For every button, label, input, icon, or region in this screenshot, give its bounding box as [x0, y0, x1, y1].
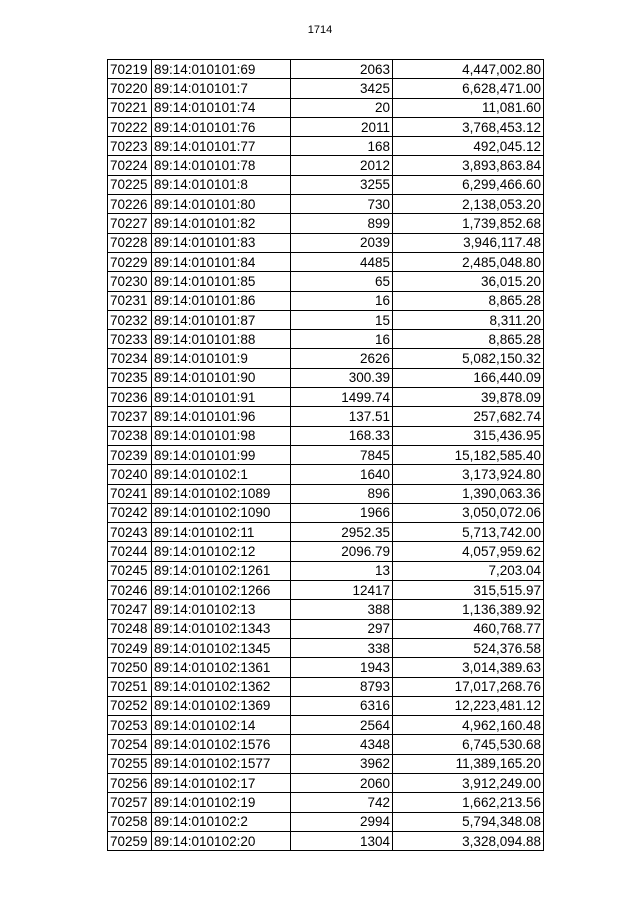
- area-cell: 2564: [291, 716, 393, 735]
- row-number-cell: 70223: [108, 137, 152, 156]
- cadastral-value-cell: 1,390,063.36: [393, 484, 544, 503]
- area-cell: 297: [291, 619, 393, 638]
- area-cell: 1966: [291, 503, 393, 522]
- row-number-cell: 70228: [108, 233, 152, 252]
- table-row: [108, 793, 544, 812]
- cadastral-number-cell: 89:14:010101:80: [152, 195, 291, 214]
- cadastral-value-cell: 3,912,249.00: [393, 773, 544, 792]
- table-row: [108, 716, 544, 735]
- table-row: [108, 812, 544, 831]
- data-table: [107, 59, 544, 851]
- cadastral-number-cell: 89:14:010101:96: [152, 407, 291, 426]
- table-row: [108, 98, 544, 117]
- row-number-cell: 70235: [108, 368, 152, 387]
- cadastral-value-cell: 15,182,585.40: [393, 445, 544, 464]
- row-number-cell: 70244: [108, 542, 152, 561]
- cadastral-number-cell: 89:14:010102:1089: [152, 484, 291, 503]
- row-number-cell: 70229: [108, 252, 152, 271]
- table-row: [108, 79, 544, 98]
- row-number-cell: 70247: [108, 600, 152, 619]
- cadastral-value-cell: 6,628,471.00: [393, 79, 544, 98]
- cadastral-value-cell: 11,389,165.20: [393, 754, 544, 773]
- cadastral-value-cell: 5,713,742.00: [393, 523, 544, 542]
- cadastral-number-cell: 89:14:010102:13: [152, 600, 291, 619]
- cadastral-value-cell: 3,946,117.48: [393, 233, 544, 252]
- row-number-cell: 70243: [108, 523, 152, 542]
- cadastral-value-cell: 6,299,466.60: [393, 175, 544, 194]
- cadastral-value-cell: 8,865.28: [393, 291, 544, 310]
- table-row: [108, 523, 544, 542]
- area-cell: 13: [291, 561, 393, 580]
- cadastral-value-cell: 8,311.20: [393, 310, 544, 329]
- row-number-cell: 70242: [108, 503, 152, 522]
- area-cell: 168.33: [291, 426, 393, 445]
- row-number-cell: 70224: [108, 156, 152, 175]
- row-number-cell: 70248: [108, 619, 152, 638]
- cadastral-number-cell: 89:14:010102:1261: [152, 561, 291, 580]
- row-number-cell: 70232: [108, 310, 152, 329]
- area-cell: 4485: [291, 252, 393, 271]
- row-number-cell: 70245: [108, 561, 152, 580]
- table-row: [108, 252, 544, 271]
- table-row: [108, 156, 544, 175]
- row-number-cell: 70222: [108, 117, 152, 136]
- cadastral-value-cell: 3,768,453.12: [393, 117, 544, 136]
- row-number-cell: 70252: [108, 696, 152, 715]
- area-cell: 4348: [291, 735, 393, 754]
- area-cell: 1943: [291, 658, 393, 677]
- row-number-cell: 70240: [108, 465, 152, 484]
- area-cell: 2012: [291, 156, 393, 175]
- area-cell: 2096.79: [291, 542, 393, 561]
- area-cell: 16: [291, 330, 393, 349]
- area-cell: 2994: [291, 812, 393, 831]
- table-row: [108, 677, 544, 696]
- area-cell: 168: [291, 137, 393, 156]
- cadastral-number-cell: 89:14:010101:7: [152, 79, 291, 98]
- area-cell: 12417: [291, 581, 393, 600]
- row-number-cell: 70259: [108, 831, 152, 850]
- table-row: [108, 214, 544, 233]
- area-cell: 137.51: [291, 407, 393, 426]
- cadastral-number-cell: 89:14:010102:1266: [152, 581, 291, 600]
- table-row: [108, 195, 544, 214]
- cadastral-number-cell: 89:14:010102:1: [152, 465, 291, 484]
- row-number-cell: 70220: [108, 79, 152, 98]
- cadastral-number-cell: 89:14:010102:1361: [152, 658, 291, 677]
- row-number-cell: 70251: [108, 677, 152, 696]
- cadastral-number-cell: 89:14:010102:14: [152, 716, 291, 735]
- area-cell: 1499.74: [291, 388, 393, 407]
- area-cell: 3962: [291, 754, 393, 773]
- area-cell: 16: [291, 291, 393, 310]
- area-cell: 7845: [291, 445, 393, 464]
- table-row: [108, 388, 544, 407]
- table-row: [108, 696, 544, 715]
- cadastral-value-cell: 8,865.28: [393, 330, 544, 349]
- cadastral-value-cell: 12,223,481.12: [393, 696, 544, 715]
- cadastral-number-cell: 89:14:010102:2: [152, 812, 291, 831]
- area-cell: 2952.35: [291, 523, 393, 542]
- cadastral-value-cell: 2,485,048.80: [393, 252, 544, 271]
- cadastral-number-cell: 89:14:010101:78: [152, 156, 291, 175]
- area-cell: 20: [291, 98, 393, 117]
- area-cell: 15: [291, 310, 393, 329]
- table-row: [108, 831, 544, 850]
- table-row: [108, 619, 544, 638]
- table-row: [108, 272, 544, 291]
- cadastral-number-cell: 89:14:010102:1345: [152, 638, 291, 657]
- cadastral-number-cell: 89:14:010101:98: [152, 426, 291, 445]
- row-number-cell: 70226: [108, 195, 152, 214]
- table-row: [108, 175, 544, 194]
- cadastral-number-cell: 89:14:010101:76: [152, 117, 291, 136]
- cadastral-number-cell: 89:14:010102:1576: [152, 735, 291, 754]
- cadastral-value-cell: 3,014,389.63: [393, 658, 544, 677]
- table-row: [108, 542, 544, 561]
- cadastral-value-cell: 36,015.20: [393, 272, 544, 291]
- table-row: [108, 638, 544, 657]
- cadastral-value-cell: 39,878.09: [393, 388, 544, 407]
- cadastral-number-cell: 89:14:010101:86: [152, 291, 291, 310]
- cadastral-value-cell: 492,045.12: [393, 137, 544, 156]
- cadastral-value-cell: 11,081.60: [393, 98, 544, 117]
- cadastral-value-cell: 257,682.74: [393, 407, 544, 426]
- area-cell: 899: [291, 214, 393, 233]
- cadastral-number-cell: 89:14:010102:17: [152, 773, 291, 792]
- table-row: [108, 735, 544, 754]
- cadastral-value-cell: 3,173,924.80: [393, 465, 544, 484]
- row-number-cell: 70239: [108, 445, 152, 464]
- area-cell: 8793: [291, 677, 393, 696]
- cadastral-value-cell: 4,962,160.48: [393, 716, 544, 735]
- cadastral-number-cell: 89:14:010102:1343: [152, 619, 291, 638]
- cadastral-number-cell: 89:14:010101:77: [152, 137, 291, 156]
- cadastral-value-cell: 3,893,863.84: [393, 156, 544, 175]
- cadastral-number-cell: 89:14:010102:20: [152, 831, 291, 850]
- cadastral-number-cell: 89:14:010102:11: [152, 523, 291, 542]
- table-row: [108, 503, 544, 522]
- row-number-cell: 70249: [108, 638, 152, 657]
- area-cell: 3255: [291, 175, 393, 194]
- cadastral-number-cell: 89:14:010101:83: [152, 233, 291, 252]
- cadastral-number-cell: 89:14:010101:85: [152, 272, 291, 291]
- cadastral-value-cell: 3,050,072.06: [393, 503, 544, 522]
- cadastral-value-cell: 17,017,268.76: [393, 677, 544, 696]
- cadastral-value-cell: 1,739,852.68: [393, 214, 544, 233]
- cadastral-value-cell: 4,057,959.62: [393, 542, 544, 561]
- table-row: [108, 60, 544, 79]
- cadastral-value-cell: 5,082,150.32: [393, 349, 544, 368]
- cadastral-number-cell: 89:14:010101:9: [152, 349, 291, 368]
- row-number-cell: 70241: [108, 484, 152, 503]
- cadastral-value-cell: 315,515.97: [393, 581, 544, 600]
- row-number-cell: 70250: [108, 658, 152, 677]
- area-cell: 896: [291, 484, 393, 503]
- table-row: [108, 600, 544, 619]
- area-cell: 300.39: [291, 368, 393, 387]
- table-row: [108, 310, 544, 329]
- row-number-cell: 70237: [108, 407, 152, 426]
- cadastral-number-cell: 89:14:010102:1369: [152, 696, 291, 715]
- cadastral-number-cell: 89:14:010102:19: [152, 793, 291, 812]
- area-cell: 2039: [291, 233, 393, 252]
- cadastral-number-cell: 89:14:010101:8: [152, 175, 291, 194]
- row-number-cell: 70246: [108, 581, 152, 600]
- area-cell: 388: [291, 600, 393, 619]
- row-number-cell: 70238: [108, 426, 152, 445]
- area-cell: 338: [291, 638, 393, 657]
- cadastral-value-cell: 166,440.09: [393, 368, 544, 387]
- table-row: [108, 291, 544, 310]
- table-row: [108, 349, 544, 368]
- cadastral-value-cell: 1,136,389.92: [393, 600, 544, 619]
- cadastral-value-cell: 3,328,094.88: [393, 831, 544, 850]
- area-cell: 1304: [291, 831, 393, 850]
- cadastral-value-cell: 5,794,348.08: [393, 812, 544, 831]
- table-row: [108, 426, 544, 445]
- cadastral-number-cell: 89:14:010102:1577: [152, 754, 291, 773]
- cadastral-number-cell: 89:14:010102:1362: [152, 677, 291, 696]
- area-cell: 2060: [291, 773, 393, 792]
- table-row: [108, 658, 544, 677]
- table-row: [108, 465, 544, 484]
- area-cell: 730: [291, 195, 393, 214]
- row-number-cell: 70253: [108, 716, 152, 735]
- table-row: [108, 368, 544, 387]
- table-row: [108, 484, 544, 503]
- cadastral-number-cell: 89:14:010101:90: [152, 368, 291, 387]
- area-cell: 2011: [291, 117, 393, 136]
- cadastral-number-cell: 89:14:010101:84: [152, 252, 291, 271]
- area-cell: 65: [291, 272, 393, 291]
- table-row: [108, 754, 544, 773]
- row-number-cell: 70254: [108, 735, 152, 754]
- table-row: [108, 137, 544, 156]
- cadastral-value-cell: 315,436.95: [393, 426, 544, 445]
- area-cell: 3425: [291, 79, 393, 98]
- cadastral-value-cell: 7,203.04: [393, 561, 544, 580]
- table-row: [108, 330, 544, 349]
- page-number: 1714: [307, 24, 333, 36]
- cadastral-value-cell: 4,447,002.80: [393, 60, 544, 79]
- area-cell: 1640: [291, 465, 393, 484]
- table-row: [108, 117, 544, 136]
- cadastral-number-cell: 89:14:010101:88: [152, 330, 291, 349]
- cadastral-number-cell: 89:14:010101:74: [152, 98, 291, 117]
- cadastral-value-cell: 2,138,053.20: [393, 195, 544, 214]
- cadastral-value-cell: 524,376.58: [393, 638, 544, 657]
- area-cell: 742: [291, 793, 393, 812]
- cadastral-number-cell: 89:14:010101:82: [152, 214, 291, 233]
- row-number-cell: 70221: [108, 98, 152, 117]
- row-number-cell: 70225: [108, 175, 152, 194]
- cadastral-number-cell: 89:14:010101:87: [152, 310, 291, 329]
- table-row: [108, 445, 544, 464]
- table-row: [108, 233, 544, 252]
- row-number-cell: 70230: [108, 272, 152, 291]
- cadastral-number-cell: 89:14:010102:12: [152, 542, 291, 561]
- area-cell: 2626: [291, 349, 393, 368]
- row-number-cell: 70257: [108, 793, 152, 812]
- cadastral-number-cell: 89:14:010101:69: [152, 60, 291, 79]
- table-row: [108, 561, 544, 580]
- cadastral-value-cell: 1,662,213.56: [393, 793, 544, 812]
- cadastral-value-cell: 460,768.77: [393, 619, 544, 638]
- cadastral-value-cell: 6,745,530.68: [393, 735, 544, 754]
- table-row: [108, 773, 544, 792]
- row-number-cell: 70234: [108, 349, 152, 368]
- cadastral-number-cell: 89:14:010101:91: [152, 388, 291, 407]
- table-row: [108, 407, 544, 426]
- row-number-cell: 70236: [108, 388, 152, 407]
- cadastral-number-cell: 89:14:010102:1090: [152, 503, 291, 522]
- cadastral-number-cell: 89:14:010101:99: [152, 445, 291, 464]
- area-cell: 2063: [291, 60, 393, 79]
- area-cell: 6316: [291, 696, 393, 715]
- row-number-cell: 70231: [108, 291, 152, 310]
- table-row: [108, 581, 544, 600]
- row-number-cell: 70255: [108, 754, 152, 773]
- row-number-cell: 70219: [108, 60, 152, 79]
- row-number-cell: 70233: [108, 330, 152, 349]
- row-number-cell: 70227: [108, 214, 152, 233]
- row-number-cell: 70258: [108, 812, 152, 831]
- row-number-cell: 70256: [108, 773, 152, 792]
- table-body: [108, 60, 544, 851]
